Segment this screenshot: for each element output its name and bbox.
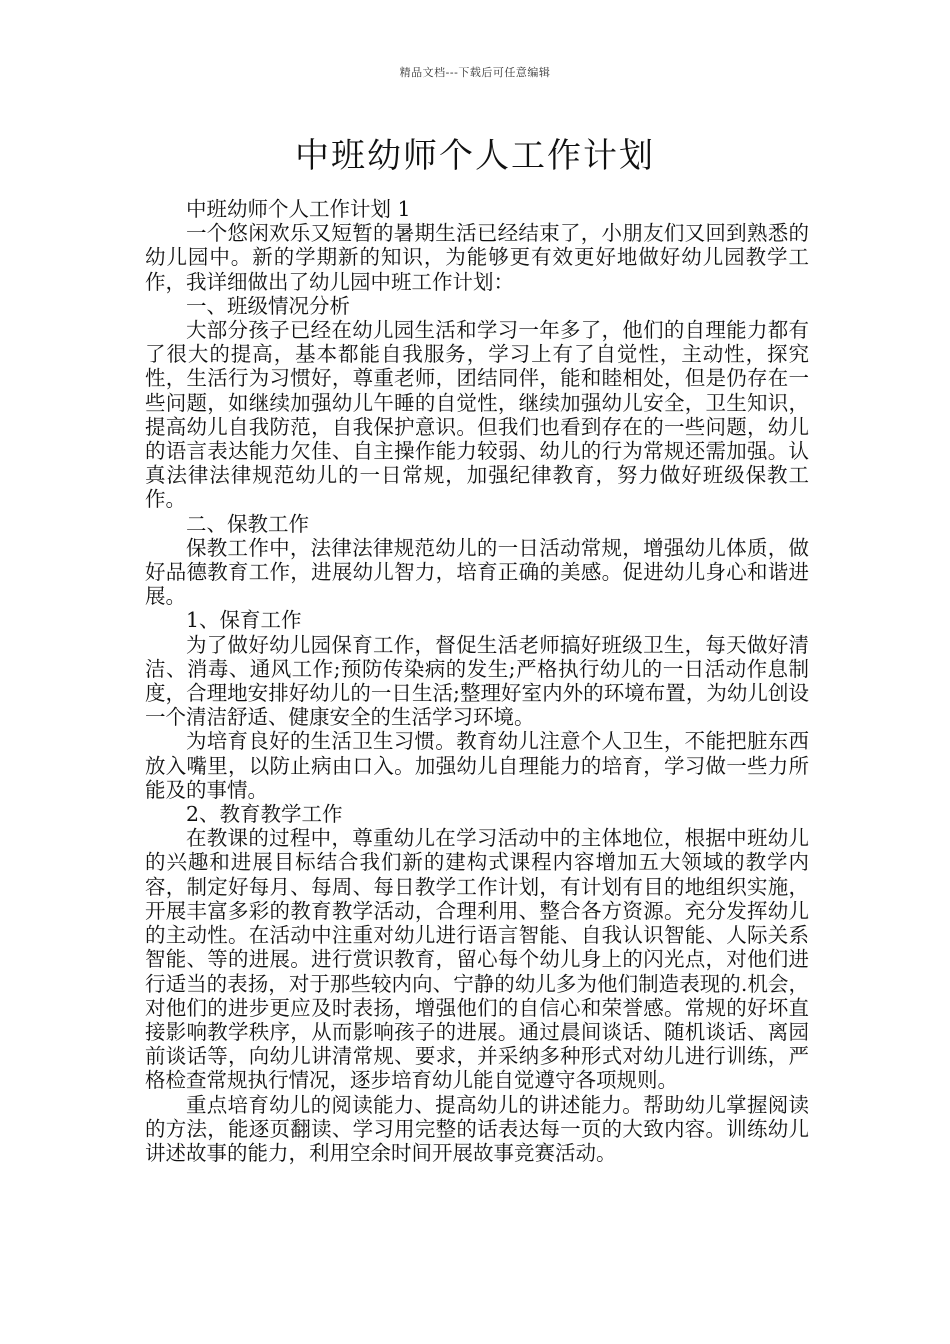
- section-heading-plan-1: 中班幼师个人工作计划 1: [186, 197, 411, 221]
- section-heading-class-analysis: 一、班级情况分析: [186, 293, 350, 318]
- nursing-work-paragraph: 为了做好幼儿园保育工作，督促生活老师搞好班级卫生，每天做好清洁、消毒、通风工作;预防传染病的发生;严格执行幼儿的一日活动作息制度，合理地安排好幼儿的一日生活;整理好室内外的环境布置，为幼儿创设一个清洁舒适、健康安全的生活学习环境。: [145, 632, 809, 730]
- class-analysis-paragraph: 大部分孩子已经在幼儿园生活和学习一年多了，他们的自理能力都有了很大的提高，基本都能自我服务，学习上有了自觉性，主动性，探究性，生活行为习惯好，尊重老师，团结同伴，能和睦相处，但是仍存在一些问题，如继续加强幼儿午睡的自觉性，继续加强幼儿安全，卫生知识，提高幼儿自我防范，自我保护意识。但我们也看到存在的一些问题，幼儿的语言表达能力欠佳、自主操作能力较弱、幼儿的行为常规还需加强。认真法律法律规范幼儿的一日常规，加强纪律教育，努力做好班级保教工作。: [145, 318, 809, 512]
- hygiene-habits-paragraph: 为培育良好的生活卫生习惯。教育幼儿注意个人卫生，不能把脏东西放入嘴里，以防止病由口入。加强幼儿自理能力的培育，学习做一些力所能及的事情。: [145, 729, 809, 802]
- care-education-paragraph: 保教工作中，法律法律规范幼儿的一日活动常规，增强幼儿体质，做好品德教育工作，进展幼儿智力，培育正确的美感。促进幼儿身心和谐进展。: [145, 535, 809, 609]
- teaching-work-paragraph: 在教课的过程中，尊重幼儿在学习活动中的主体地位，根据中班幼儿的兴趣和进展目标结合我们新的建构式课程内容增加五大领域的教学内容，制定好每月、每周、每日教学工作计划，有计划有目的地组织实施，开展丰富多彩的教育教学活动，合理利用、整合各方资源。充分发挥幼儿的主动性。在活动中注重对幼儿进行语言智能、自我认识智能、人际关系智能、等的进展。进行赏识教育，留心每个幼儿身上的闪光点，对他们进行适当的表扬，对于那些较内向、宁静的幼儿多为他们制造表现的.机会，对他们的进步更应及时表扬，增强他们的自信心和荣誉感。常规的好坏直接影响教学秩序，从而影响孩子的进展。通过晨间谈话、随机谈话、离园前谈话等，向幼儿讲清常规、要求，并采纳多种形式对幼儿进行训练，严格检查常规执行情况，逐步培育幼儿能自觉遵守各项规则。: [145, 826, 809, 1093]
- intro-paragraph: 一个悠闲欢乐又短暂的暑期生活已经结束了，小朋友们又回到熟悉的幼儿园中。新的学期新的知识，为能够更有效更好地做好幼儿园教学工作，我详细做出了幼儿园中班工作计划：: [145, 221, 809, 294]
- section-heading-nursing-work: 1、保育工作: [186, 608, 302, 633]
- section-heading-teaching-work: 2、教育教学工作: [186, 802, 343, 827]
- document-title: 中班幼师个人工作计划: [295, 136, 655, 176]
- header-note: 精品文档---下载后可任意编辑: [399, 66, 551, 79]
- reading-ability-paragraph: 重点培育幼儿的阅读能力、提高幼儿的讲述能力。帮助幼儿掌握阅读的方法，能逐页翻读、学习用完整的话表达每一页的大致内容。训练幼儿讲述故事的能力，利用空余时间开展故事竞赛活动。: [145, 1092, 809, 1165]
- document-body: [145, 197, 809, 1165]
- section-heading-care-education: 二、保教工作: [186, 511, 309, 536]
